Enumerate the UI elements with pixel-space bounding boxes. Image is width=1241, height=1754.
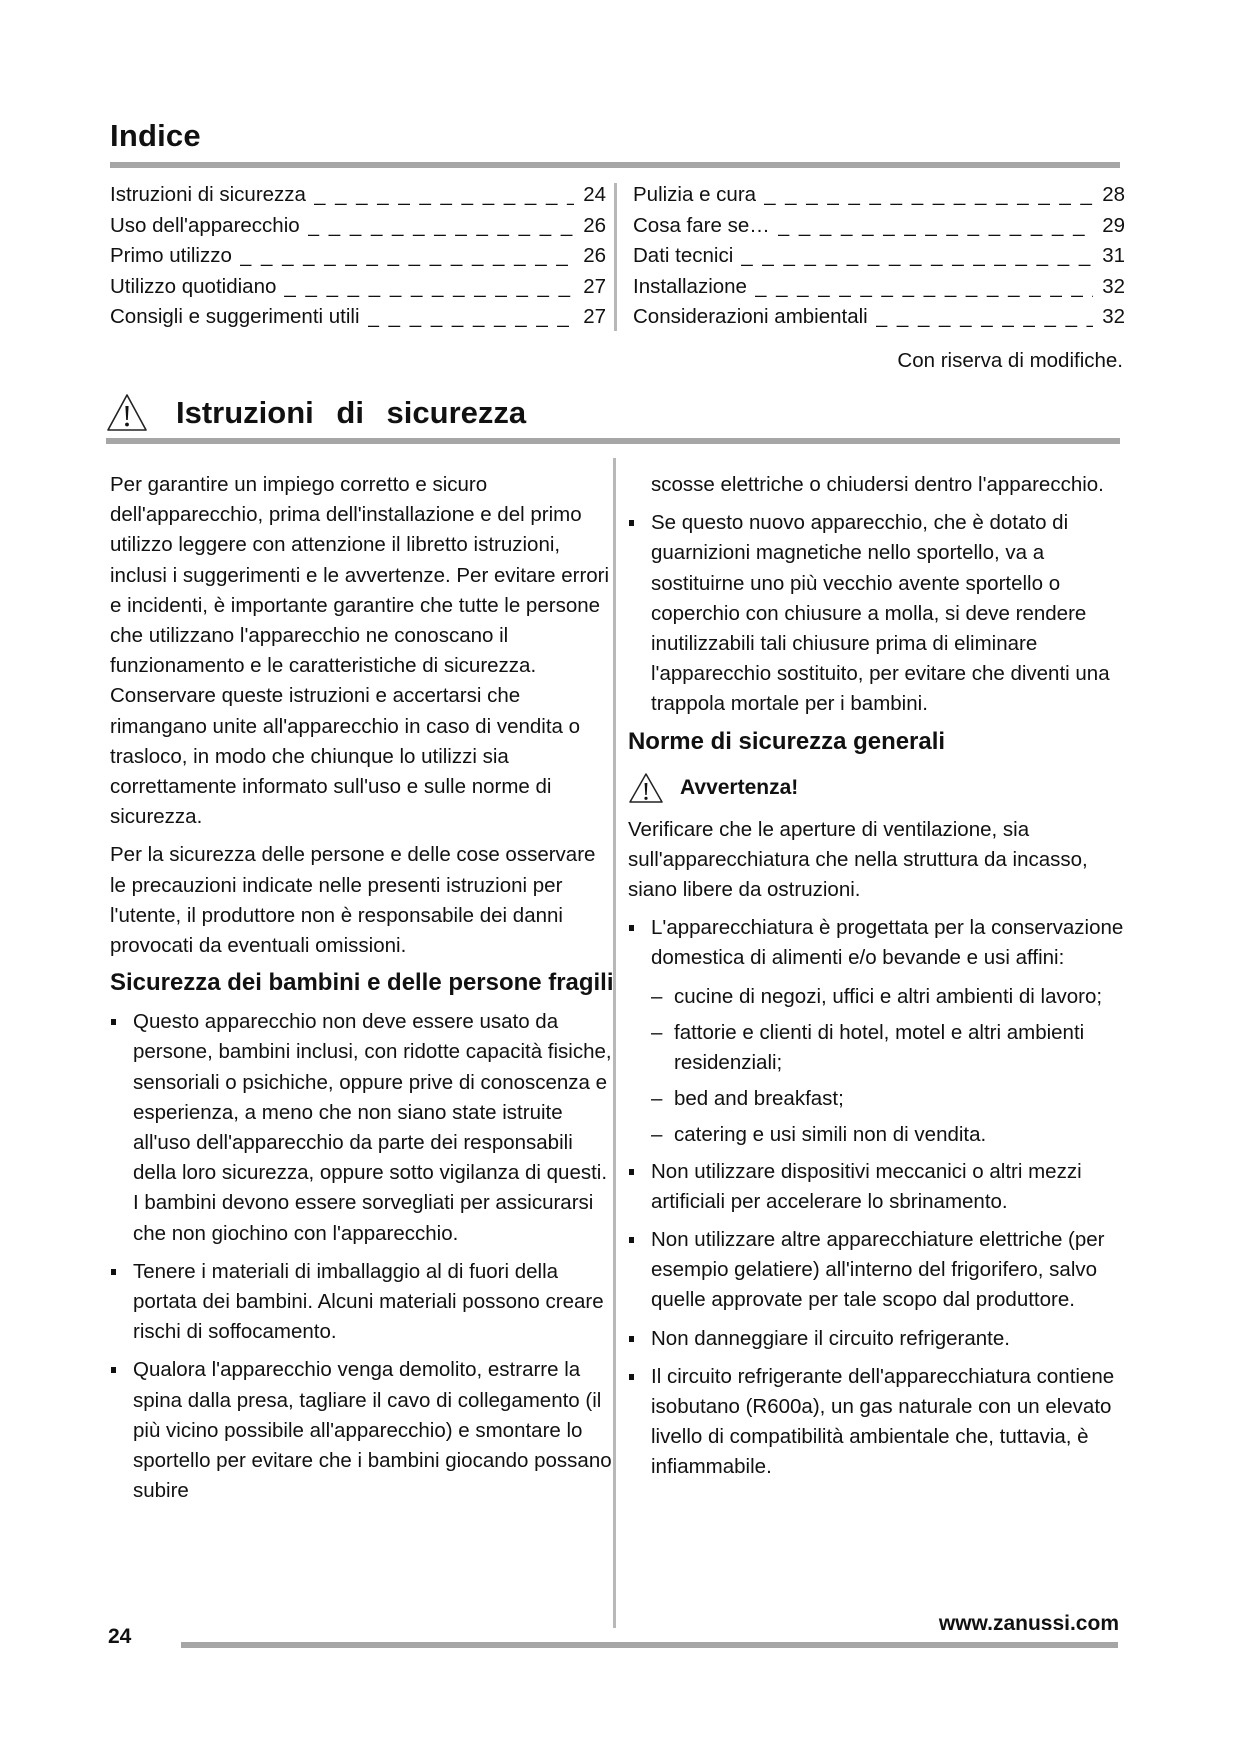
list-item-text: L'apparecchiatura è progettata per la conservazione domestica di alimenti e/o bevande e usi affini: [651, 916, 1124, 970]
intro-paragraph: Per garantire un impiego corretto e sicuro dell'apparecchio, prima dell'installazione e del primo utilizzo leggere con attenzione il libretto istruzioni, inclusi i suggerimenti e le avvertenze. Per evitare errori e incidenti, è importante garantire che tutte le persone che utilizzano l'apparecchio ne conoscano il funzionamento e le caratteristiche di sicurezza. Conservare queste istruzioni e accertarsi che rimangano unite all'apparecchio in caso di vendita o trasloco, in modo che chiunque lo utilizzi sia correttamente informato sull'uso e sulle norme di sicurezza. [110, 473, 610, 829]
list-item-text: Se questo nuovo apparecchio, che è dotato di guarnizioni magnetiche nello sportello, va a sostituirne uno più vecchio avente sportello o coperchio con chiusure a molla, si deve rendere inutilizzabili tali chiusure prima di eliminare l'apparecchio sostituito, per evitare che diventi una trappola mortale per i bambini. [651, 511, 1110, 716]
list-item-text: Non danneggiare il circuito refrigerante. [651, 1326, 1010, 1350]
sub-list-item-text: cucine di negozi, uffici e altri ambienti di lavoro; [674, 984, 1103, 1008]
warning-callout [628, 772, 1138, 805]
toc-entry-page: 28 [1102, 183, 1125, 206]
warning-triangle-icon [106, 393, 148, 433]
toc-leader [755, 272, 1093, 303]
toc-entry-page: 27 [583, 305, 606, 328]
warning-label: Avvertenza! [680, 776, 799, 800]
sub-list-item [628, 1018, 1138, 1078]
toc-entry-page: 27 [583, 274, 606, 298]
list-item-text: Questo apparecchio non deve essere usato da persone, bambini inclusi, con ridotte capacità fisiche, sensoriali o psichiche, oppure prive di conoscenza e esperienza, a meno che non siano state istruite all'uso dell'apparecchio da parte dei responsabili della loro sicurezza, oppure sotto vigilanza di questi. [133, 1010, 612, 1185]
toc-entry[interactable] [110, 211, 606, 242]
toc-entry[interactable] [633, 180, 1125, 211]
toc-entry-page: 29 [1102, 213, 1125, 237]
dash-icon: – [651, 1020, 663, 1044]
sub-list-item-text: catering e usi simili non di vendita. [674, 1123, 987, 1147]
toc-entry-label: Pulizia e cura [633, 183, 757, 206]
column-divider [613, 458, 616, 1628]
toc-entry-page: 26 [583, 244, 606, 267]
list-item-extra-text: I bambini devono essere sorvegliati per assicurarsi che non giochino con l'apparecchio. [133, 1191, 594, 1245]
toc-column-divider [614, 183, 617, 331]
toc-entry-page: 32 [1102, 305, 1125, 328]
warning-triangle-icon [628, 772, 664, 805]
list-item [110, 1257, 615, 1348]
dash-icon: – [651, 984, 663, 1008]
index-rule [110, 162, 1120, 168]
left-column [110, 470, 615, 1515]
list-item [628, 1225, 1138, 1316]
toc-entry-page: 32 [1102, 274, 1125, 298]
list-item [628, 1362, 1138, 1483]
toc-leader [368, 302, 574, 333]
section-rule [106, 438, 1120, 444]
website-link[interactable]: www.zanussi.com [938, 1612, 1119, 1635]
dash-icon: – [651, 1087, 663, 1111]
toc-leader [876, 302, 1093, 333]
list-item [628, 913, 1138, 973]
toc-leader [240, 241, 574, 272]
toc-entry-page: 24 [583, 183, 606, 206]
toc-leader [778, 211, 1093, 242]
list-item [628, 1157, 1138, 1217]
footer-rule [181, 1642, 1118, 1648]
sub-list-item-text: fattorie e clienti di hotel, motel e altri ambienti residenziali; [674, 1020, 1085, 1075]
bullet-icon [111, 1019, 116, 1025]
bullet-icon [629, 1237, 634, 1243]
toc-entry[interactable] [633, 211, 1125, 242]
list-item [110, 1355, 615, 1506]
page-number: 24 [108, 1625, 132, 1648]
toc-leader [764, 180, 1093, 211]
list-item-text: Non utilizzare altre apparecchiature elettriche (per esempio gelatiere) all'interno del frigorifero, salvo quelle approvate per tale scopo dal produttore. [651, 1228, 1105, 1312]
sub-list-item [628, 982, 1138, 1012]
sub-list-item-text: bed and breakfast; [674, 1087, 844, 1111]
section-title: Istruzioni di sicurezza [176, 395, 527, 430]
toc-entry-label: Dati tecnici [633, 244, 734, 267]
toc-entry-label: Considerazioni ambientali [633, 305, 868, 328]
list-item-text: Qualora l'apparecchio venga demolito, estrarre la spina dalla presa, tagliare il cavo di collegamento (il più vicino possibile all'apparecchio) e smontare lo sportello per evitare che i bambini giocando possano subire [133, 1358, 612, 1503]
list-item-text: Non utilizzare dispositivi meccanici o altri mezzi artificiali per accelerare lo sbrinamento. [651, 1159, 1082, 1213]
dash-icon: – [651, 1123, 663, 1147]
bullet-icon [111, 1269, 116, 1275]
section-heading [106, 393, 526, 433]
toc-entry-label: Cosa fare se… [633, 213, 770, 237]
sub-list-item [628, 1120, 1138, 1150]
subheading-children-safety: Sicurezza dei bambini e delle persone fragili [110, 969, 614, 997]
bullet-icon [111, 1367, 116, 1373]
list-item-text: Il circuito refrigerante dell'apparecchiatura contiene isobutano (R600a), un gas naturale con un elevato livello di compatibilità ambientale che, tuttavia, è infiammabile. [651, 1364, 1115, 1479]
toc-entry[interactable] [110, 180, 606, 211]
reserve-note: Con riserva di modifiche. [897, 349, 1123, 372]
list-item [628, 508, 1138, 719]
toc-entry-label: Utilizzo quotidiano [110, 274, 277, 298]
toc-entry-page: 26 [583, 213, 606, 237]
toc-entry[interactable] [110, 241, 606, 272]
bullet-icon [629, 520, 634, 526]
warning-text: Verificare che le aperture di ventilazione, sia sull'apparecchiatura che nella struttura da incasso, siano libere da ostruzioni. [628, 817, 1088, 902]
toc-leader [314, 180, 574, 211]
toc-entry-label: Istruzioni di sicurezza [110, 183, 306, 206]
toc-right-column [633, 180, 1125, 333]
toc-entry[interactable] [633, 302, 1125, 333]
list-item [110, 1007, 615, 1249]
sub-list-item [628, 1084, 1138, 1114]
index-title: Indice [110, 118, 201, 153]
list-item-text: Tenere i materiali di imballaggio al di fuori della portata dei bambini. Alcuni materiali possono creare rischi di soffocamento. [133, 1259, 604, 1344]
bullet-icon [629, 1336, 634, 1342]
toc-leader [284, 272, 574, 303]
toc-entry[interactable] [633, 241, 1125, 272]
toc-leader [308, 211, 574, 242]
toc-entry[interactable] [110, 272, 606, 303]
bullet-icon [629, 925, 634, 931]
toc-entry[interactable] [110, 302, 606, 333]
intro-paragraph: Per la sicurezza delle persone e delle cose osservare le precauzioni indicate nelle presenti istruzioni per l'utente, il produttore non è responsabile dei danni provocati da eventuali omissioni. [110, 843, 596, 958]
list-item-continuation: scosse elettriche o chiudersi dentro l'apparecchio. [651, 473, 1104, 496]
toc-entry-label: Primo utilizzo [110, 244, 232, 267]
toc-entry-page: 31 [1102, 244, 1125, 267]
subheading-general-safety: Norme di sicurezza generali [628, 727, 946, 755]
toc-left-column [110, 180, 606, 333]
bullet-icon [629, 1169, 634, 1175]
bullet-icon [629, 1374, 634, 1380]
list-item [628, 1324, 1138, 1354]
toc-entry-label: Installazione [633, 274, 747, 298]
toc-entry[interactable] [633, 272, 1125, 303]
toc-entry-label: Uso dell'apparecchio [110, 213, 300, 237]
toc-leader [741, 241, 1093, 272]
right-column [628, 470, 1138, 1491]
toc-entry-label: Consigli e suggerimenti utili [110, 305, 360, 328]
